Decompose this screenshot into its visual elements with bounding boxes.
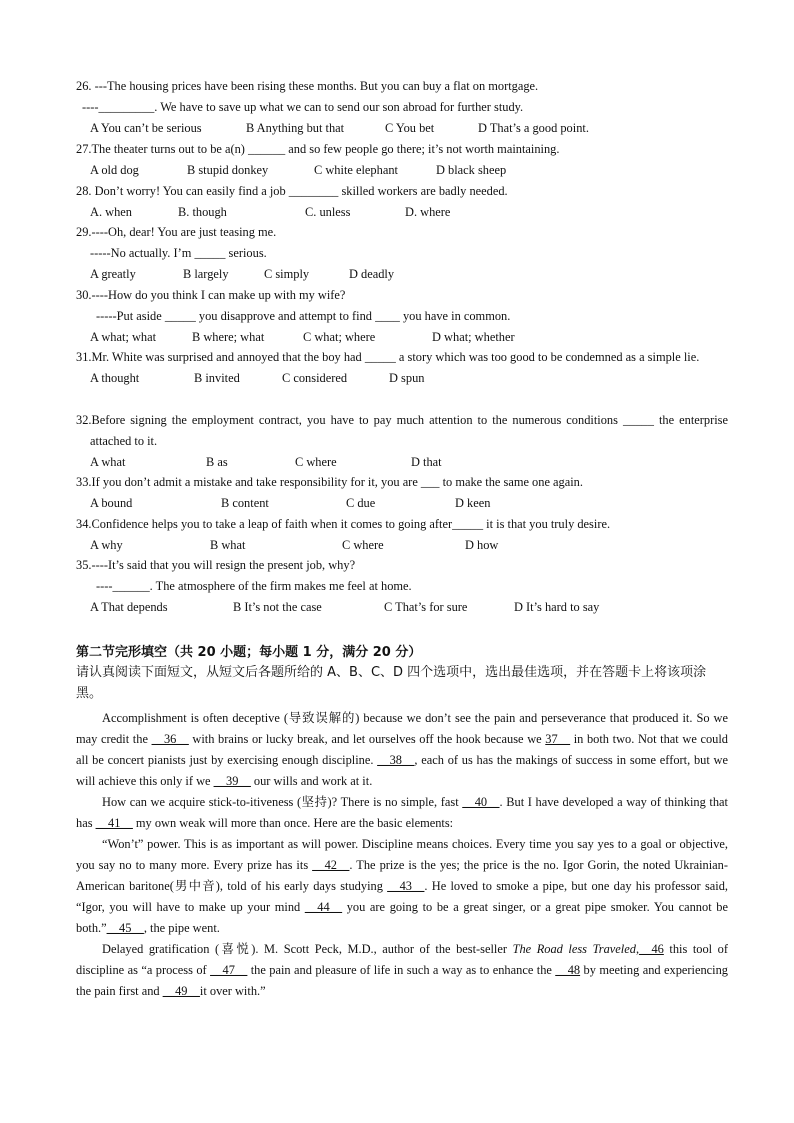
question-response: -----No actually. I’m _____ serious. (90, 246, 267, 260)
passage-text: , each of us has the makings of success in some effort, but we will achieve this only if we (76, 753, 728, 788)
question-stem: 33.If you don’t admit a mistake and take responsibility for it, you are ___ to make the same one again. (76, 475, 583, 489)
passage-text: Delayed gratification (喜悦). M. Scott Peck, M.D., author of the best-seller (102, 942, 513, 956)
question-31 (76, 347, 728, 389)
options-row (76, 160, 728, 181)
option-b[interactable]: B stupid donkey (187, 163, 269, 177)
blank-38: __38__ (377, 753, 415, 767)
option-c[interactable]: C white elephant (314, 163, 398, 177)
option-c[interactable]: C considered (282, 371, 348, 385)
blank-36: __36__ (151, 732, 189, 746)
option-b[interactable]: B. though (178, 205, 227, 219)
option-c[interactable]: C what; where (303, 330, 376, 344)
question-35 (76, 555, 728, 618)
passage-text: . The prize is the yes; the price is the no. Igor Gorin, the noted Ukrainian-American baritone(男中音), told of his early days studying (76, 858, 728, 893)
blank-39: __39__ (213, 774, 251, 788)
options-row (76, 597, 728, 618)
option-d[interactable]: D. where (405, 205, 451, 219)
question-stem: 32.Before signing the employment contract, you have to pay much attention to the numerous conditions _____ the enterprise attached to it. (76, 413, 728, 448)
passage-text: my own weak will more than once. Here are the basic elements: (132, 816, 454, 830)
option-d[interactable]: D what; whether (432, 330, 515, 344)
option-b[interactable]: B It’s not the case (233, 600, 322, 614)
option-a[interactable]: A what; what (90, 330, 157, 344)
option-c[interactable]: C due (346, 496, 376, 510)
passage-text: , the pipe went. (143, 921, 220, 935)
option-c[interactable]: C where (295, 455, 337, 469)
option-d[interactable]: D deadly (349, 267, 395, 281)
option-a[interactable]: A That depends (90, 600, 168, 614)
options-row (76, 493, 728, 514)
passage-text: by meeting and experiencing the pain first and (76, 963, 728, 998)
passage-text: How can we acquire stick-to-itiveness (坚持)? There is no simple, fast (102, 795, 463, 809)
passage-text: it over with.” (199, 984, 266, 998)
option-d[interactable]: D that (411, 455, 442, 469)
question-32 (76, 410, 728, 473)
question-stem: 34.Confidence helps you to take a leap of faith when it comes to going after_____ it is that you truly desire. (76, 517, 611, 531)
question-29 (76, 222, 728, 285)
question-34 (76, 514, 728, 556)
book-title: The Road less Traveled (512, 942, 636, 956)
question-26 (76, 76, 728, 139)
option-c[interactable]: C. unless (305, 205, 351, 219)
passage-text: Accomplishment is often deceptive (导致误解的) because we don’t see the pain and perseverance that produced it. So we may credit the (76, 711, 728, 746)
option-a[interactable]: A thought (90, 371, 140, 385)
question-33 (76, 472, 728, 514)
options-row (76, 118, 728, 139)
blank-47: __47__ (210, 963, 248, 977)
question-stem: 27.The theater turns out to be a(n) ______ and so few people go there; it’s not worth maintaining. (76, 142, 560, 156)
blank-48: __48 (555, 963, 581, 977)
passage-text: our wills and work at it. (250, 774, 373, 788)
option-a[interactable]: A You can’t be serious (90, 121, 202, 135)
paragraph-3 (76, 834, 728, 939)
section-title: 第二节完形填空（共 20 小题；每小题 1 分，满分 20 分） (76, 645, 422, 660)
option-b[interactable]: B as (206, 455, 228, 469)
option-a[interactable]: A old dog (90, 163, 139, 177)
passage-text: . But I have developed a way of thinking that has (76, 795, 728, 830)
passage-text: , (635, 942, 640, 956)
cloze-passage (76, 708, 728, 1002)
option-a[interactable]: A what (90, 455, 126, 469)
option-b[interactable]: B where; what (192, 330, 265, 344)
question-response: ----______. The atmosphere of the firm makes me feel at home. (96, 579, 412, 593)
options-row (76, 264, 728, 285)
paragraph-1 (76, 708, 728, 792)
option-b[interactable]: B invited (194, 371, 240, 385)
passage-text: this tool of discipline as “a process of (76, 942, 729, 977)
options-row (76, 368, 728, 389)
question-response: -----Put aside _____ you disapprove and attempt to find ____ you have in common. (96, 309, 511, 323)
blank-45: __45__ (106, 921, 144, 935)
blank-37: 37__ (545, 732, 571, 746)
option-d[interactable]: D It’s hard to say (514, 600, 600, 614)
option-c[interactable]: C where (342, 538, 384, 552)
option-c[interactable]: C simply (264, 267, 310, 281)
option-a[interactable]: A why (90, 538, 123, 552)
passage-text: with brains or lucky break, and let ourselves off the hook because we (188, 732, 546, 746)
passage-text: “Won’t” power. This is as important as will power. Discipline means choices. Every time you say yes to a goal or objective, you say no to many more. Every prize has its (76, 837, 728, 872)
passage-text: you are going to be a great singer, or a great pipe smoker. You cannot be both.” (76, 900, 728, 935)
option-a[interactable]: A. when (90, 205, 132, 219)
option-b[interactable]: B largely (183, 267, 229, 281)
passage-text: the pain and pleasure of life in such a way as to enhance the (247, 963, 556, 977)
option-c[interactable]: C That’s for sure (384, 600, 468, 614)
question-stem: 30.----How do you think I can make up with my wife? (76, 288, 346, 302)
option-a[interactable]: A greatly (90, 267, 136, 281)
question-stem: 29.----Oh, dear! You are just teasing me. (76, 225, 277, 239)
question-stem: 26. ---The housing prices have been rising these months. But you can buy a flat on mortgage. (76, 79, 539, 93)
question-stem: 28. Don’t worry! You can easily find a job ________ skilled workers are badly needed. (76, 184, 508, 198)
options-row (76, 202, 728, 223)
blank-42: __42__ (312, 858, 350, 872)
passage-text: . He loved to smoke a pipe, but one day his professor said, “Igor, you will have to make up your mind (76, 879, 729, 914)
blank-41: __41__ (95, 816, 133, 830)
question-stem: 35.----It’s said that you will resign the present job, why? (76, 558, 356, 572)
option-d[interactable]: D That’s a good point. (478, 121, 589, 135)
option-c[interactable]: C You bet (385, 121, 435, 135)
options-row (76, 452, 728, 473)
question-30 (76, 285, 728, 348)
option-d[interactable]: D keen (455, 496, 491, 510)
options-row (76, 327, 728, 348)
option-d[interactable]: D how (465, 538, 499, 552)
option-d[interactable]: D black sheep (436, 163, 507, 177)
blank-43: __43__ (387, 879, 425, 893)
question-27 (76, 139, 728, 181)
question-stem: 31.Mr. White was surprised and annoyed that the boy had _____ a story which was too good to be condemned as a simple lie. (76, 350, 700, 364)
option-b[interactable]: B content (221, 496, 269, 510)
blank-40: __40__ (462, 795, 500, 809)
option-b[interactable]: B what (210, 538, 246, 552)
question-response: ----_________. We have to save up what we can to send our son abroad for further study. (82, 100, 524, 114)
option-b[interactable]: B Anything but that (246, 121, 345, 135)
options-row (76, 535, 728, 556)
paragraph-2 (76, 792, 728, 834)
blank-46: __46 (639, 942, 664, 956)
blank-49: __49__ (162, 984, 200, 998)
blank-44: __44__ (304, 900, 343, 914)
section-instruction: 请认真阅读下面短文，从短文后各题所给的 A、B、C、D 四个选项中，选出最佳选项，并在答题卡上将该项涂黑。 (76, 665, 707, 701)
option-d[interactable]: D spun (389, 371, 425, 385)
question-28 (76, 181, 728, 223)
option-a[interactable]: A bound (90, 496, 133, 510)
paragraph-4 (76, 939, 728, 1002)
passage-text: in both two. Not that we could all be concert pianists just by exercising enough discipline. (76, 732, 728, 767)
